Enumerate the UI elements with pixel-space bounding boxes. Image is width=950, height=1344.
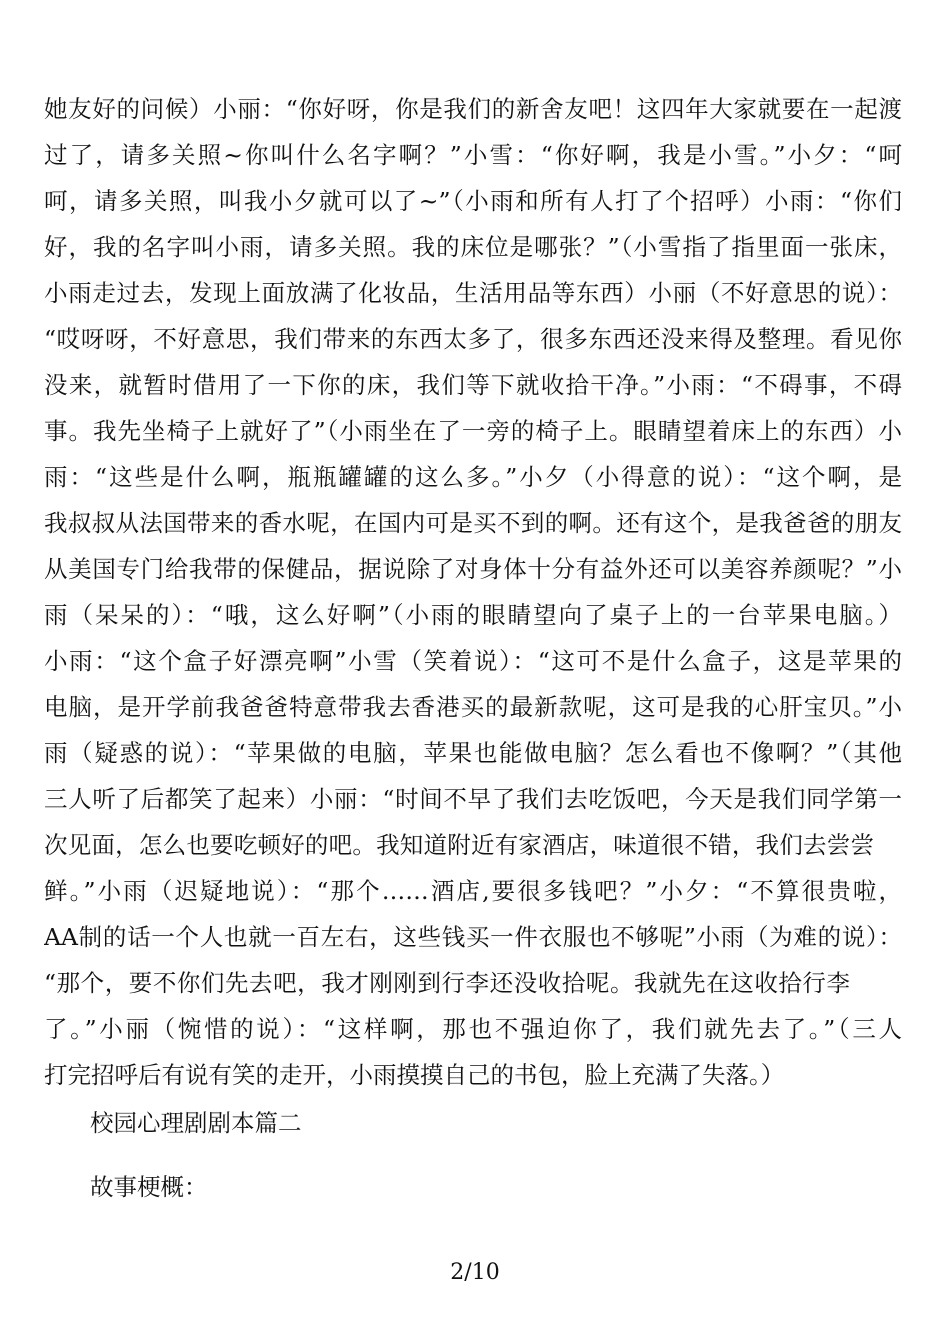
text-line: 我叔叔从法国带来的香水呢，在国内可是买不到的啊。还有这个，是我爸爸的朋友 xyxy=(44,509,902,537)
text-line: 鲜。”小雨（迟疑地说）：“那个……酒店,要很多钱吧？”小夕：“不算很贵啦， xyxy=(44,877,902,905)
text-line: 她友好的问候）小丽：“你好呀，你是我们的新舍友吧！这四年大家就要在一起渡 xyxy=(44,95,902,123)
text-line: 好，我的名字叫小雨，请多关照。我的床位是哪张？”（小雪指了指里面一张床， xyxy=(44,233,902,261)
text-line: 小雨：“这个盒子好漂亮啊”小雪（笑着说）：“这可不是什么盒子，这是苹果的 xyxy=(44,647,902,675)
text-line: 没来，就暂时借用了一下你的床，我们等下就收拾干净。”小雨：“不碍事，不碍 xyxy=(44,371,902,399)
subsection-title: 故事梗概： xyxy=(90,1173,208,1201)
text-line: 雨（疑惑的说）：“苹果做的电脑，苹果也能做电脑？怎么看也不像啊？”（其他 xyxy=(44,739,902,767)
page-number: 2/10 xyxy=(450,1260,500,1285)
text-line: 事。我先坐椅子上就好了”（小雨坐在了一旁的椅子上。眼睛望着床上的东西）小 xyxy=(44,417,902,445)
text-line: “哎呀呀，不好意思，我们带来的东西太多了，很多东西还没来得及整理。看见你 xyxy=(44,325,902,353)
text-line: 小雨走过去，发现上面放满了化妆品，生活用品等东西）小丽（不好意思的说）： xyxy=(44,279,902,307)
text-line: “那个，要不你们先去吧，我才刚刚到行李还没收拾呢。我就先在这收拾行李 xyxy=(44,969,850,997)
text-line: 从美国专门给我带的保健品，据说除了对身体十分有益外还可以美容养颜呢？”小 xyxy=(44,555,902,583)
text-line: 电脑，是开学前我爸爸特意带我去香港买的最新款呢，这可是我的心肝宝贝。”小 xyxy=(44,693,902,721)
text-line: 呵，请多关照，叫我小夕就可以了~”（小雨和所有人打了个招呼）小雨：“你们 xyxy=(44,187,902,215)
text-line: 雨：“这些是什么啊，瓶瓶罐罐的这么多。”小夕（小得意的说）：“这个啊，是 xyxy=(44,463,902,491)
text-line: 了。”小丽（惋惜的说）：“这样啊，那也不强迫你了，我们就先去了。”（三人 xyxy=(44,1015,902,1043)
text-line: 三人听了后都笑了起来）小丽：“时间不早了我们去吃饭吧，今天是我们同学第一 xyxy=(44,785,902,813)
section-title: 校园心理剧剧本篇二 xyxy=(90,1109,302,1137)
text-line: 过了，请多关照~你叫什么名字啊？”小雪：“你好啊，我是小雪。”小夕：“呵 xyxy=(44,141,902,169)
text-line: 打完招呼后有说有笑的走开，小雨摸摸自己的书包，脸上充满了失落。） xyxy=(44,1061,785,1089)
text-line: 雨（呆呆的）：“哦，这么好啊”（小雨的眼睛望向了桌子上的一台苹果电脑。） xyxy=(44,601,902,629)
text-line: 次见面，怎么也要吃顿好的吧。我知道附近有家酒店，味道很不错，我们去尝尝 xyxy=(44,831,874,859)
text-line: AA制的话一个人也就一百左右，这些钱买一件衣服也不够呢”小雨（为难的说）： xyxy=(44,923,902,951)
